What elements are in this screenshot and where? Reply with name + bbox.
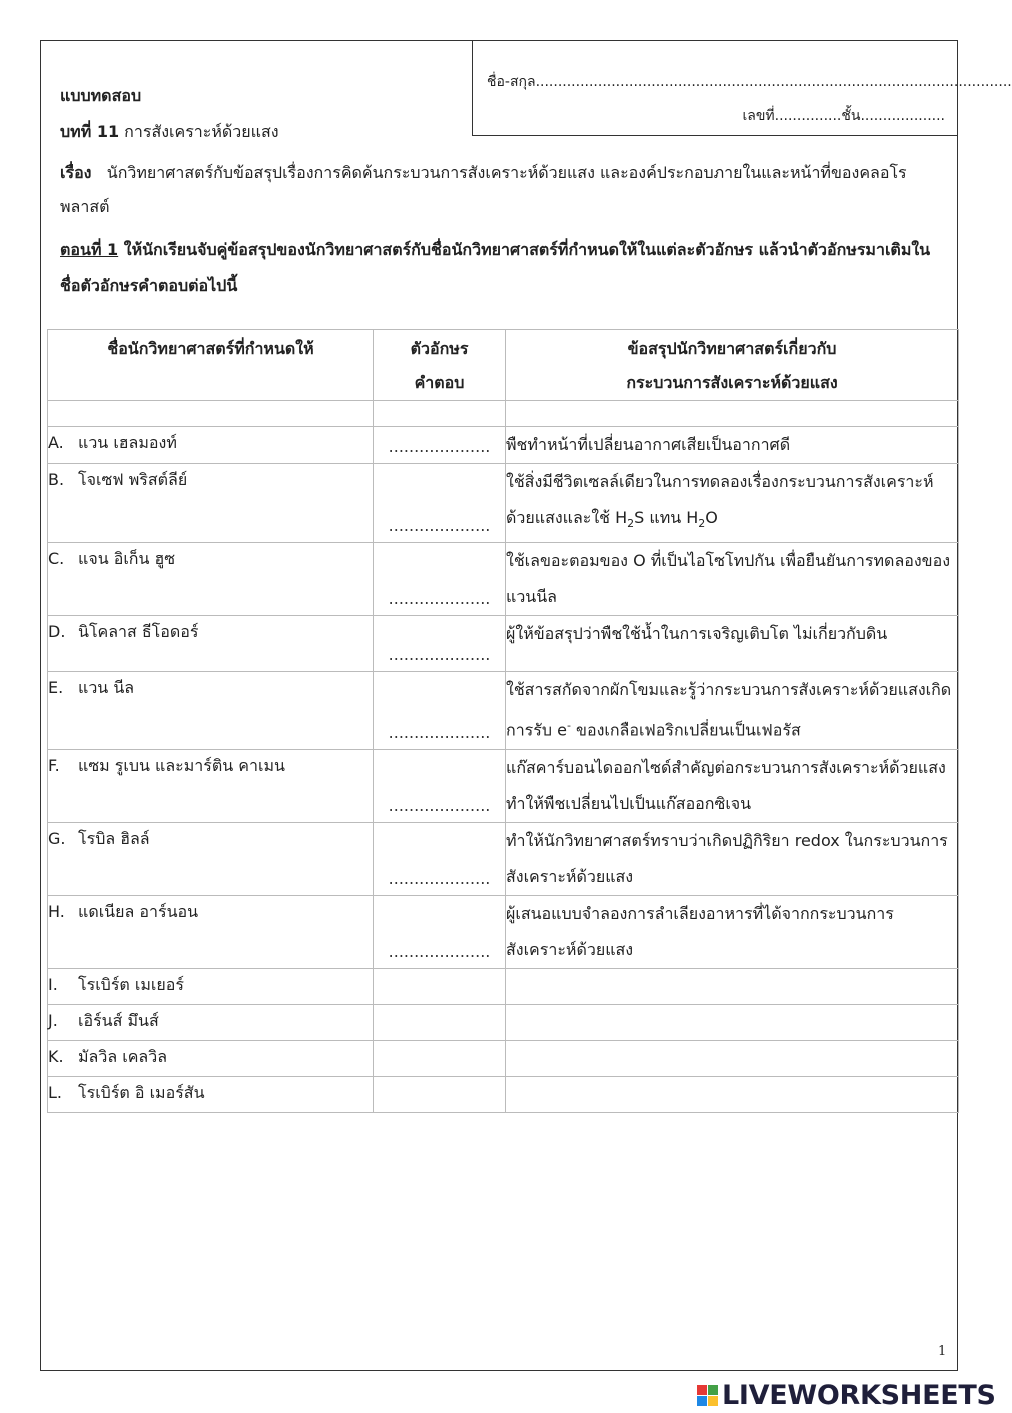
conclusion-text: ผู้ให้ข้อสรุปว่าพืชใช้น้ำในการเจริญเติบโต ไม่เกี่ยวกับดิน — [506, 616, 959, 672]
worksheet-title: แบบทดสอบ — [60, 86, 142, 105]
answer-input[interactable]: .................... — [374, 543, 506, 616]
row-letter: H. — [48, 901, 65, 921]
conclusion-text — [506, 672, 959, 749]
scientist-name: นิโคลาส ธีโอดอร์ — [78, 622, 199, 642]
student-name-field[interactable]: ชื่อ-สกุล........................................................................................................... — [487, 74, 1012, 90]
empty-cell — [374, 1004, 506, 1040]
table-row — [48, 1040, 959, 1076]
student-info-box — [472, 40, 1012, 136]
scientist-name: แวน นีล — [78, 678, 135, 698]
scientist-name: โจเซฟ พริสต์ลีย์ — [78, 470, 188, 489]
logo-text: LIVEWORKSHEETS — [722, 1380, 996, 1411]
header-scientist-name: ชื่อนักวิทยาศาสตร์ที่กำหนดให้ — [48, 330, 374, 401]
answer-input[interactable]: .................... — [374, 895, 506, 968]
instruction-text: ให้นักเรียนจับคู่ข้อสรุปของนักวิทยาศาสตร์กับชื่อนักวิทยาศาสตร์ที่กำหนดให้ในแต่ละตัวอักษร แล้วนำตัวอักษรมาเติมในชื่อตัวอักษรคำตอบต่อไปนี้ — [60, 240, 931, 295]
scientist-name: โรเบิร์ต เมเยอร์ — [78, 974, 184, 994]
empty-cell — [374, 1076, 506, 1112]
logo-icon — [697, 1385, 718, 1406]
scientist-name-cell — [48, 1040, 374, 1076]
conclusion-part: S แทน H — [634, 508, 699, 527]
chapter-line — [60, 120, 279, 145]
empty-cell — [506, 1004, 959, 1040]
answer-input[interactable]: .................... — [374, 464, 506, 543]
table-row — [48, 543, 959, 616]
scientist-name: มัลวิล เคลวิล — [78, 1046, 167, 1066]
row-letter: F. — [48, 755, 60, 775]
table-row — [48, 672, 959, 749]
table-row — [48, 895, 959, 968]
scientist-name-cell — [48, 968, 374, 1004]
answer-input[interactable]: .................... — [374, 427, 506, 464]
scientist-name-cell — [48, 616, 374, 672]
header-conclusion-line1: ข้อสรุปนักวิทยาศาสตร์เกี่ยวกับ — [627, 339, 837, 358]
logo-square-blue — [697, 1396, 707, 1406]
subscript: 2 — [627, 517, 635, 531]
header-answer-line2: คำตอบ — [414, 373, 465, 392]
scientist-name: แดเนียล อาร์นอน — [78, 901, 199, 921]
empty-cell — [506, 968, 959, 1004]
answer-input[interactable]: .................... — [374, 749, 506, 822]
row-letter: J. — [48, 1010, 58, 1030]
scientist-name-cell — [48, 543, 374, 616]
part-label: ตอนที่ 1 — [60, 240, 119, 259]
header-conclusion — [506, 330, 959, 401]
answer-input[interactable]: .................... — [374, 616, 506, 672]
scientist-name-cell — [48, 1004, 374, 1040]
row-letter: L. — [48, 1082, 62, 1102]
scientist-name-cell — [48, 822, 374, 895]
student-number-class-field[interactable]: เลขที่...............ชั้น................... — [742, 108, 945, 124]
scientist-name: แซม รูเบน และมาร์ติน คาเมน — [78, 755, 285, 775]
row-letter: G. — [48, 828, 66, 848]
subscript: 2 — [698, 517, 706, 531]
header-conclusion-line2: กระบวนการสังเคราะห์ด้วยแสง — [626, 373, 838, 392]
table-row — [48, 1076, 959, 1112]
table-spacer-row — [48, 401, 959, 427]
conclusion-text: ใช้เลขอะตอมของ O ที่เป็นไอโซโทปกัน เพื่อยืนยันการทดลองของแวนนีล — [506, 543, 959, 616]
table-row — [48, 464, 959, 543]
header-answer-line1: ตัวอักษร — [410, 339, 469, 358]
answer-input[interactable]: .................... — [374, 822, 506, 895]
scientist-name: โรเบิร์ต อิ เมอร์สัน — [78, 1082, 205, 1102]
scientist-name: แวน เฮลมองท์ — [78, 433, 177, 452]
subject-line — [60, 156, 920, 224]
conclusion-text: ทำให้นักวิทยาศาสตร์ทราบว่าเกิดปฏิกิริยา redox ในกระบวนการสังเคราะห์ด้วยแสง — [506, 822, 959, 895]
conclusion-part: ใช้สารสกัดจากผักโขมและรู้ว่ากระบวนการสังเคราะห์ด้วยแสงเกิดการรับ e — [506, 680, 952, 740]
subject-label: เรื่อง — [60, 163, 92, 182]
scientist-name-cell — [48, 427, 374, 464]
scientist-name: โรบิล ฮิลล์ — [78, 828, 150, 848]
row-letter: B. — [48, 470, 65, 489]
scientist-name-cell — [48, 749, 374, 822]
chapter-label: บทที่ 11 — [60, 122, 120, 141]
conclusion-part: ใช้สิ่งมีชีวิตเซลล์เดียวในการทดลองเรื่องกระบวนการสังเคราะห์ด้วยแสงและใช้ H — [506, 472, 934, 527]
row-letter: K. — [48, 1046, 64, 1066]
superscript: - — [566, 719, 571, 733]
conclusion-text: พืชทำหน้าที่เปลี่ยนอากาศเสียเป็นอากาศดี — [506, 427, 959, 464]
scientist-name-cell — [48, 464, 374, 543]
conclusion-part: ของเกลือเฟอริกเปลี่ยนเป็นเฟอรัส — [570, 720, 801, 740]
liveworksheets-logo[interactable] — [697, 1380, 996, 1411]
conclusion-text: ผู้เสนอแบบจำลองการลำเลียงอาหารที่ได้จากกระบวนการสังเคราะห์ด้วยแสง — [506, 895, 959, 968]
conclusion-text — [506, 464, 959, 543]
row-letter: D. — [48, 622, 66, 642]
scientist-name-cell — [48, 895, 374, 968]
conclusion-text: แก๊สคาร์บอนไดออกไซด์สำคัญต่อกระบวนการสังเคราะห์ด้วยแสงทำให้พืชเปลี่ยนไปเป็นแก๊สออกซิเจน — [506, 749, 959, 822]
logo-square-green — [708, 1385, 718, 1395]
table-row — [48, 1004, 959, 1040]
logo-square-red — [697, 1385, 707, 1395]
table-header-row — [48, 330, 959, 401]
page-number: 1 — [938, 1344, 947, 1359]
table-row — [48, 616, 959, 672]
scientist-name: เอิร์นส์ มึนส์ — [78, 1010, 159, 1030]
empty-cell — [506, 1076, 959, 1112]
row-letter: C. — [48, 549, 65, 569]
empty-cell — [374, 1040, 506, 1076]
table-row — [48, 822, 959, 895]
row-letter: E. — [48, 678, 64, 698]
row-letter: I. — [48, 974, 58, 994]
scientist-name-cell — [48, 1076, 374, 1112]
table-row — [48, 427, 959, 464]
instruction-line — [60, 232, 950, 304]
logo-square-yellow — [708, 1396, 718, 1406]
table-row — [48, 968, 959, 1004]
chapter-text: การสังเคราะห์ด้วยแสง — [119, 122, 279, 141]
subject-text: นักวิทยาศาสตร์กับข้อสรุปเรื่องการคิดค้นกระบวนการสังเคราะห์ด้วยแสง และองค์ประกอบภายในและหน้าที่ของคลอโรพลาสต์ — [60, 163, 907, 216]
scientist-name-cell — [48, 672, 374, 749]
header-answer-letter — [374, 330, 506, 401]
empty-cell — [374, 968, 506, 1004]
row-letter: A. — [48, 433, 64, 452]
empty-cell — [506, 1040, 959, 1076]
table-row — [48, 749, 959, 822]
matching-table — [47, 329, 959, 1113]
conclusion-part: O — [705, 508, 718, 527]
scientist-name: แจน อิเก็น ฮูซ — [78, 549, 176, 569]
answer-input[interactable]: .................... — [374, 672, 506, 749]
